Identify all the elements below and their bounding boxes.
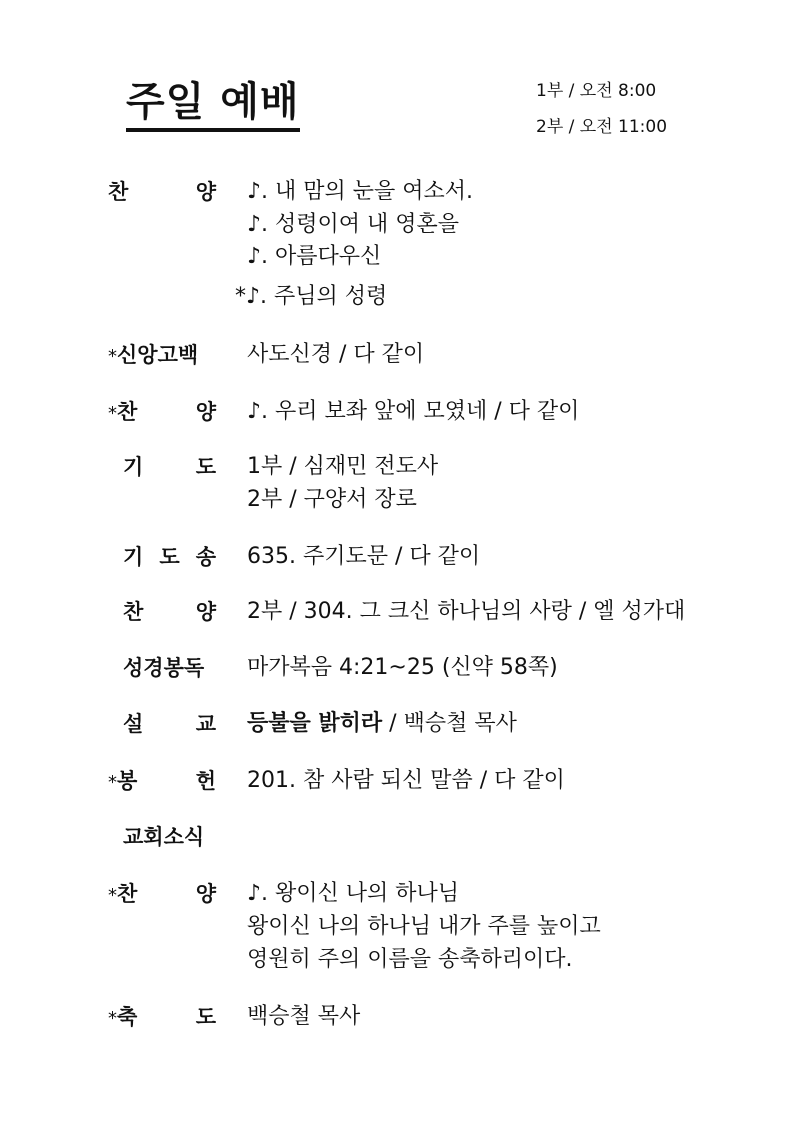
praise-song-4: *♪. 주님의 성령	[235, 284, 388, 309]
schedule-first-service: 1부 / 오전 8:00	[536, 81, 657, 101]
prayer-song-text: 635. 주기도문 / 다 같이	[247, 544, 481, 569]
prayer-second-service: 2부 / 구양서 장로	[247, 487, 417, 512]
offering-text: 201. 참 사람 되신 말씀 / 다 같이	[247, 768, 565, 793]
closing-hymn-title: ♪. 왕이신 나의 하나님	[247, 881, 460, 906]
sermon-text	[247, 709, 517, 739]
order-label-prayer: 기 도	[123, 455, 216, 479]
schedule-second-service: 2부 / 오전 11:00	[536, 117, 668, 137]
order-label-praise: 찬 양	[108, 180, 216, 204]
praise-song-2: ♪. 성령이여 내 영혼을	[247, 212, 460, 237]
sermon-preacher: / 백승철 목사	[382, 711, 517, 736]
order-label-choir: 찬 양	[123, 600, 216, 624]
order-label-hymn: *찬 양	[108, 400, 216, 424]
creed-text: 사도신경 / 다 같이	[247, 342, 425, 367]
order-label-closing-hymn: *찬 양	[108, 882, 216, 906]
order-label-prayer-song: 기 도 송	[123, 545, 216, 569]
order-label-offering: *봉 헌	[108, 769, 216, 793]
order-label-creed: *신앙고백	[108, 343, 199, 367]
praise-song-1: ♪. 내 맘의 눈을 여소서.	[247, 179, 474, 204]
hymn-text: ♪. 우리 보좌 앞에 모였네 / 다 같이	[247, 399, 580, 424]
page-title: 주일 예배	[126, 78, 300, 132]
scripture-text: 마가복음 4:21~25 (신약 58쪽)	[247, 655, 558, 680]
choir-text: 2부 / 304. 그 크신 하나님의 사랑 / 엘 성가대	[247, 599, 686, 624]
order-label-sermon: 설 교	[123, 712, 216, 736]
closing-hymn-lyric-2: 영원히 주의 이름을 송축하리이다.	[247, 947, 573, 972]
order-label-benediction: *축 도	[108, 1005, 216, 1029]
closing-hymn-lyric-1: 왕이신 나의 하나님 내가 주를 높이고	[247, 914, 601, 939]
sermon-title: 등불을 밝히라	[247, 711, 383, 736]
praise-song-3: ♪. 아름다우신	[247, 244, 382, 269]
order-label-announcements: 교회소식	[123, 825, 205, 849]
order-label-scripture: 성경봉독	[123, 656, 205, 680]
prayer-first-service: 1부 / 심재민 전도사	[247, 454, 439, 479]
benediction-text: 백승철 목사	[247, 1004, 361, 1029]
